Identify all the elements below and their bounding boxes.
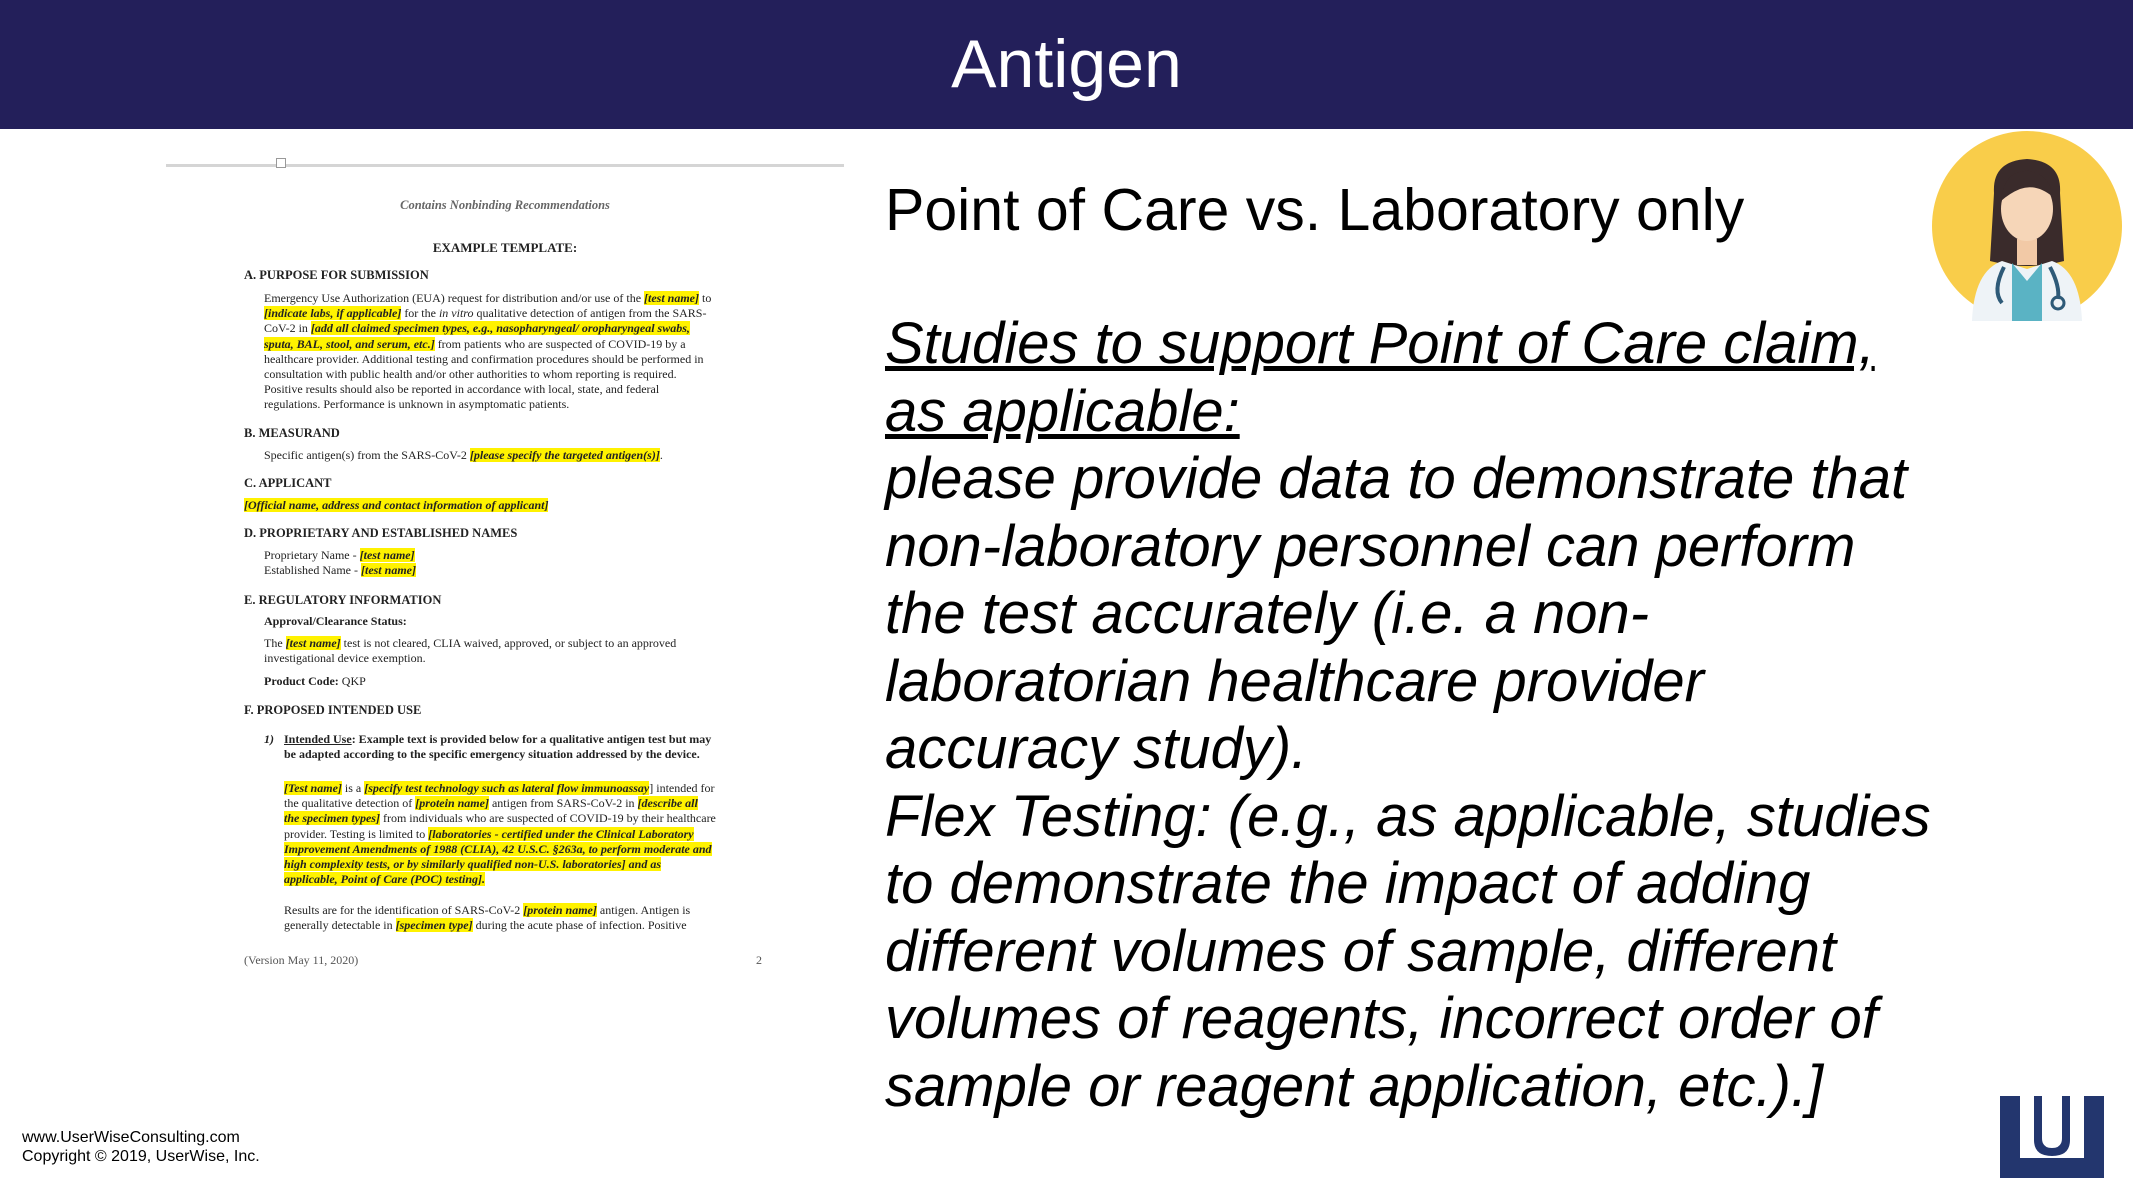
intended-use-example: [Test name] is a [specify test technology such as lateral flow immunoassay] intended for the qualitative detection of [protein name] antigen from SARS-CoV-2 in [describe all the specimen types] from individuals who are suspected of COVID-19 by their healthcare provider. Testing is limited to [laboratories - certified under the Clinical Laboratory Improvement Amendments of 1988 (CLIA), 42 U.S.C. §263a, to perform moderate and high complexity tests, or by similarly qualified non-U.S. laboratories] and as applicable, Point of Care (POC) testing].: [284, 781, 716, 887]
document-ticks: [276, 158, 836, 164]
document-title: EXAMPLE TEMPLATE:: [432, 240, 578, 255]
section-b-text: Specific antigen(s) from the SARS-CoV-2 [please specify the targeted antigen(s)].: [264, 448, 663, 462]
section-f-label: F. PROPOSED INTENDED USE: [244, 703, 422, 717]
section-a-text: Emergency Use Authorization (EUA) request for distribution and/or use of the [test name] to [indicate labs, if applicable] for the in vitro qualitative detection of antigen from the SARS- CoV-2 in [add all claimed specimen types, e.g., nasopharyngeal/ oropharyngeal swabs, sputa, BAL, stool, and serum, etc.] from patients who are suspected of COVID-19 by a healthcare provider. Additional testing and confirmation procedures should be performed in consultation with public health and/or other authorities to whom reporting is required. Positive results should also be reported in accordance with local, state, and federal regulations. Performance is unknown in asymptomatic patients.: [264, 291, 712, 412]
document-page-number: 2: [756, 953, 762, 967]
title-bar: [0, 0, 2133, 129]
body-line: please provide data to demonstrate that: [885, 446, 1908, 511]
body-line: volumes of reagents, incorrect order of: [885, 986, 1878, 1051]
body-line: laboratorian healthcare provider: [885, 648, 1704, 714]
section-a-label: A. PURPOSE FOR SUBMISSION: [244, 268, 429, 282]
studies-heading-line-1: Studies to support Point of Care claim,: [885, 311, 1875, 376]
section-b-label: B. MEASURAND: [244, 426, 340, 440]
section-d-label: D. PROPRIETARY AND ESTABLISHED NAMES: [244, 526, 518, 540]
section-c-text: [Official name, address and contact information of applicant]: [244, 498, 549, 512]
body-line: Flex Testing: (e.g., as applicable, studies: [885, 783, 1931, 849]
body-line: non-laboratory personnel can perform: [885, 513, 1856, 579]
body-line: different volumes of sample, different: [885, 918, 1837, 984]
studies-heading-line-2: as applicable:: [885, 378, 1240, 444]
userwise-logo-icon: [2000, 1096, 2104, 1178]
intended-use-number: 1): [264, 732, 274, 746]
approval-status-label: Approval/Clearance Status:: [264, 614, 407, 628]
intended-use-text: Intended Use: Example text is provided below for a qualitative antigen test but may be adapted according to the specific emergency situation addressed by the device.: [284, 732, 712, 762]
results-text: Results are for the identification of SARS-CoV-2 [protein name] antigen. Antigen is generally detectable in [specimen type] during the acute phase of infection. Positive: [284, 903, 691, 933]
section-d-text: Proprietary Name - [test name] Established Name - [test name]: [264, 548, 416, 578]
body-line: the test accurately (i.e. a non-: [885, 581, 1650, 646]
studies-text-block: [885, 310, 2035, 1120]
body-line: accuracy study).: [885, 716, 1308, 781]
product-code: Product Code: QKP: [264, 674, 366, 688]
website-link[interactable]: www.UserWiseConsulting.com: [22, 1129, 240, 1146]
body-line: to demonstrate the impact of adding: [885, 851, 1811, 916]
body-line: sample or reagent application, etc.).]: [885, 1053, 1824, 1119]
section-c-label: C. APPLICANT: [244, 476, 332, 490]
document-version: (Version May 11, 2020): [244, 953, 359, 967]
document-image: [166, 158, 844, 988]
point-of-care-heading: Point of Care vs. Laboratory only: [885, 177, 1745, 243]
checkbox-icon: [276, 158, 286, 168]
doctor-avatar-icon: [1932, 131, 2122, 321]
section-e-text: The [test name] test is not cleared, CLIA waived, approved, or subject to an approved investigational device exemption.: [264, 636, 677, 666]
footer: [22, 1128, 260, 1166]
copyright-text: Copyright © 2019, UserWise, Inc.: [22, 1148, 260, 1165]
section-e-label: E. REGULATORY INFORMATION: [244, 593, 442, 607]
document-header: Contains Nonbinding Recommendations: [400, 198, 610, 212]
document-ruler: [166, 164, 844, 167]
slide-title: Antigen: [951, 26, 1182, 102]
